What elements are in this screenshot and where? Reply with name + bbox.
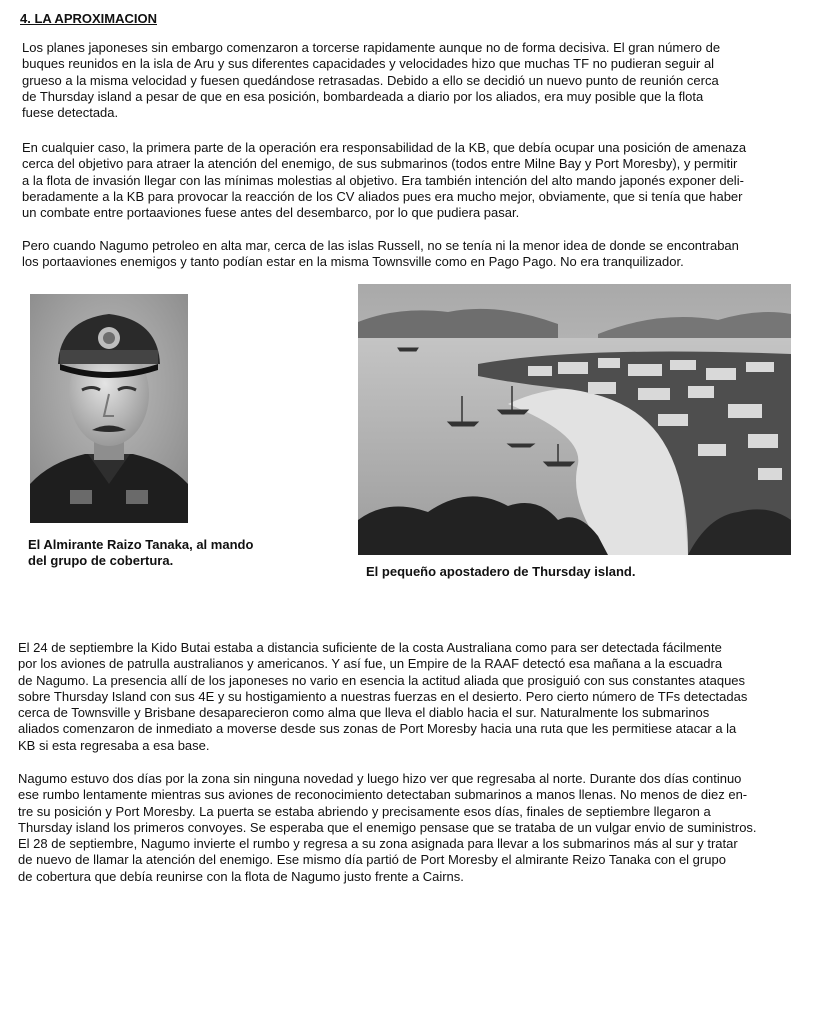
paragraph-operacion: En cualquier caso, la primera parte de la operación era responsabilidad de la KB, que debía ocupar una posición de amenaza cerca del objetivo para atraer la atención del enemigo, de sus submarinos (todos entre Milne Bay y Port Moresby), y permitir a la flota de invasión llegar con las mínimas molestias al objetivo. Era también intención del alto mando japonés exponer deli- beradamente a la KB para provocar la reacción de los CV aliados pues era mucho mejor, obviamente, que si tenía que haber un combate entre portaaviones fuese antes del desembarco, por lo que pudiera pasar. — [22, 140, 747, 221]
section-title: 4. LA APROXIMACION — [20, 11, 157, 26]
paragraph-nagumo-regresa: Nagumo estuvo dos días por la zona sin ninguna novedad y luego hizo ver que regresaba al norte. Durante dos días continuo ese rumbo lentamente mientras sus aviones de reconocimiento detectaban submarinos a manos llenas. No menos de diez en- tre su posición y Port Moresby. La puerta se estaba abriendo y precisamente esos días, finales de septiembre llegaron a Thursday island los primeros convoyes. Se esperaba que el enemigo pensase que se trataba de un vulgar envio de suministros. El 28 de septiembre, Nagumo invierte el rumbo y regresa a su zona asignada para llevar a los submarinos más al sur y tratar de nuevo de llamar la atención del enemigo. Ese mismo día partió de Port Moresby el almirante Reizo Tanaka con el grupo de cobertura que debía reunirse con la flota de Nagumo justo frente a Cairns. — [18, 771, 757, 884]
portrait-image — [30, 294, 188, 523]
caption-thursday-island: El pequeño apostadero de Thursday island. — [366, 564, 636, 579]
thursday-island-harbor-photo — [358, 284, 791, 555]
paragraph-24-septiembre: El 24 de septiembre la Kido Butai estaba a distancia suficiente de la costa Australiana como para ser detectada fácilmente por los aviones de patrulla australianos y americanos. Y así fue, un Empire de la RAAF detectó esa mañana a la escuadra de Nagumo. La presencia allí de los japoneses no vario en esencia la actitud aliada que prosiguió con sus constantes ataques sobre Thursday Island con sus 4E y su hostigamiento a nuestras fuerzas en el desierto. Pero cierto número de TFs detectadas cerca de Townsville y Brisbane desaparecieron como alma que lleva el diablo hacia el sur. Naturalmente los submarinos aliados comenzaron de inmediato a moverse desde sus zonas de Port Moresby hacia una ruta que les permitiese atacar a la KB si esta regresaba a esa base. — [18, 640, 748, 753]
tanaka-portrait-photo — [30, 294, 188, 523]
harbor-image — [358, 284, 791, 555]
paragraph-planes: Los planes japoneses sin embargo comenzaron a torcerse rapidamente aunque no de forma decisiva. El gran número de buques reunidos en la isla de Aru y sus diferentes capacidades y velocidades hizo que muchas TF no pudieran seguir al grueso a la misma velocidad y fuesen quedándose retrasadas. Debido a ello se decidió un nuevo punto de reunión cerca de Thursday island a pesar de que en esa posición, bombardeada a diario por los aliados, era muy posible que la flota fuese detectada. — [22, 40, 721, 121]
paragraph-nagumo-russell: Pero cuando Nagumo petroleo en alta mar, cerca de las islas Russell, no se tenía ni la menor idea de donde se encontraban los portaaviones enemigos y tanto podían estar en la misma Townsville como en Pago Pago. No era tranquilizador. — [22, 238, 739, 270]
caption-tanaka: El Almirante Raizo Tanaka, al mando del grupo de cobertura. — [28, 537, 254, 569]
